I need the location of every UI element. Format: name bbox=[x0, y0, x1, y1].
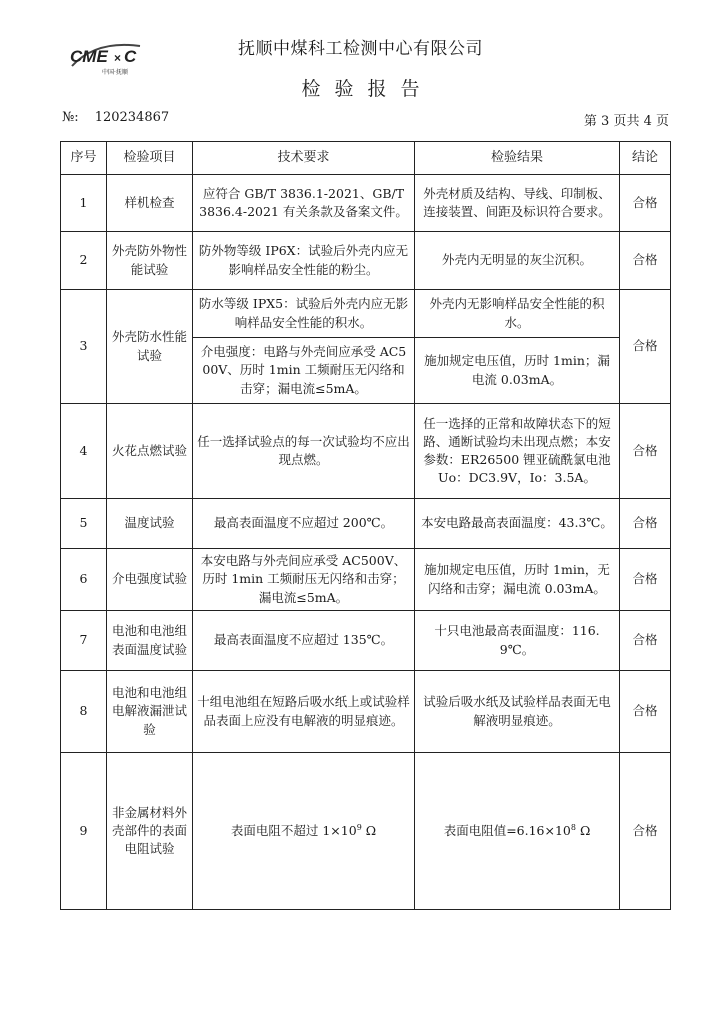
table-row bbox=[61, 671, 671, 753]
row-no: 4 bbox=[61, 404, 107, 499]
row-item: 电池和电池组电解液漏泄试验 bbox=[107, 671, 193, 753]
row-result: 十只电池最高表面温度：116.9℃。 bbox=[415, 611, 620, 671]
svg-text:×: × bbox=[114, 51, 122, 65]
row-conclusion: 合格 bbox=[620, 404, 671, 499]
row-item: 电池和电池组表面温度试验 bbox=[107, 611, 193, 671]
table-row bbox=[61, 611, 671, 671]
page-info: 第 3 页共 4 页 bbox=[583, 114, 669, 129]
row-conclusion: 合格 bbox=[620, 671, 671, 753]
row-item: 温度试验 bbox=[107, 499, 193, 549]
row-no: 7 bbox=[61, 611, 107, 671]
row-requirement: 防外物等级 IP6X：试验后外壳内应无影响样品安全性能的粉尘。 bbox=[193, 232, 415, 290]
row-requirement: 本安电路与外壳间应承受 AC500V、历时 1min 工频耐压无闪络和击穿；漏电流≤5mA。 bbox=[193, 549, 415, 611]
logo-suffix: C bbox=[124, 47, 137, 66]
company-name: 抚顺中煤科工检测中心有限公司 bbox=[238, 39, 483, 59]
row-no: 9 bbox=[61, 753, 107, 910]
row-no: 8 bbox=[61, 671, 107, 753]
row-requirement: 最高表面温度不应超过 200℃。 bbox=[193, 499, 415, 549]
row-requirement: 应符合 GB/T 3836.1-2021、GB/T 3836.4-2021 有关条款及备案文件。 bbox=[193, 175, 415, 232]
row-conclusion: 合格 bbox=[620, 499, 671, 549]
row-conclusion: 合格 bbox=[620, 290, 671, 404]
table-row bbox=[61, 549, 671, 611]
header-result: 检验结果 bbox=[415, 142, 620, 175]
row-no: 1 bbox=[61, 175, 107, 232]
table-row bbox=[61, 499, 671, 549]
inspection-table bbox=[60, 141, 671, 910]
report-number bbox=[62, 110, 169, 125]
row-requirement: 最高表面温度不应超过 135℃。 bbox=[193, 611, 415, 671]
report-number-value: 120234867 bbox=[94, 110, 170, 125]
logo-sub: 中国·抚顺 bbox=[102, 69, 128, 76]
row-requirement-2: 介电强度：电路与外壳间应承受 AC500V、历时 1min 工频耐压无闪络和击穿；漏电流≤5mA。 bbox=[193, 338, 415, 404]
row-requirement: 任一选择试验点的每一次试验均不应出现点燃。 bbox=[193, 404, 415, 499]
report-meta bbox=[62, 110, 669, 129]
row-conclusion: 合格 bbox=[620, 232, 671, 290]
row-no: 3 bbox=[61, 290, 107, 404]
row-result: 外壳内无影响样品安全性能的积水。 bbox=[415, 290, 620, 338]
row-result-2: 施加规定电压值，历时 1min；漏电流 0.03mA。 bbox=[415, 338, 620, 404]
row-result: 外壳材质及结构、导线、印制板、连接装置、间距及标识符合要求。 bbox=[415, 175, 620, 232]
row-result: 试验后吸水纸及试验样品表面无电解液明显痕迹。 bbox=[415, 671, 620, 753]
table-header-row bbox=[61, 142, 671, 175]
resistance-result-text: 表面电阻值=6.16×10 bbox=[443, 822, 571, 838]
row-item: 外壳防外物性能试验 bbox=[107, 232, 193, 290]
report-number-label: №: bbox=[62, 110, 79, 125]
resistance-requirement-exponent: 9 bbox=[356, 822, 362, 832]
row-conclusion: 合格 bbox=[620, 175, 671, 232]
report-title: 检验报告 bbox=[301, 78, 434, 100]
header-item: 检验项目 bbox=[107, 142, 193, 175]
row-item: 外壳防水性能试验 bbox=[107, 290, 193, 404]
row-item: 介电强度试验 bbox=[107, 549, 193, 611]
row-result bbox=[415, 753, 620, 910]
table-row bbox=[61, 175, 671, 232]
row-conclusion: 合格 bbox=[620, 611, 671, 671]
row-item: 火花点燃试验 bbox=[107, 404, 193, 499]
row-no: 2 bbox=[61, 232, 107, 290]
row-result: 任一选择的正常和故障状态下的短路、通断试验均未出现点燃；本安参数：ER26500 锂亚硫酰氯电池 Uo：DC3.9V，Io：3.5A。 bbox=[415, 404, 620, 499]
row-no: 6 bbox=[61, 549, 107, 611]
row-item: 非金属材料外壳部件的表面电阻试验 bbox=[107, 753, 193, 910]
resistance-result-exponent: 8 bbox=[570, 822, 576, 832]
row-result: 外壳内无明显的灰尘沉积。 bbox=[415, 232, 620, 290]
header-requirement: 技术要求 bbox=[193, 142, 415, 175]
resistance-result-unit: Ω bbox=[575, 822, 591, 838]
row-result: 施加规定电压值，历时 1min，无闪络和击穿；漏电流 0.03mA。 bbox=[415, 549, 620, 611]
table-row bbox=[61, 232, 671, 290]
resistance-requirement-unit: Ω bbox=[361, 822, 377, 838]
resistance-requirement-text: 表面电阻不超过 1×10 bbox=[230, 822, 357, 838]
row-requirement: 防水等级 IPX5：试验后外壳内应无影响样品安全性能的积水。 bbox=[193, 290, 415, 338]
table-row bbox=[61, 404, 671, 499]
row-requirement bbox=[193, 753, 415, 910]
row-requirement: 十组电池组在短路后吸水纸上或试验样品表面上应没有电解液的明显痕迹。 bbox=[193, 671, 415, 753]
logo-text: CME bbox=[70, 47, 108, 66]
table-row bbox=[61, 290, 671, 338]
header-no: 序号 bbox=[61, 142, 107, 175]
row-result: 本安电路最高表面温度：43.3℃。 bbox=[415, 499, 620, 549]
row-conclusion: 合格 bbox=[620, 549, 671, 611]
row-conclusion: 合格 bbox=[620, 753, 671, 910]
row-item: 样机检查 bbox=[107, 175, 193, 232]
row-no: 5 bbox=[61, 499, 107, 549]
table-row bbox=[61, 753, 671, 910]
header-conclusion: 结论 bbox=[620, 142, 671, 175]
